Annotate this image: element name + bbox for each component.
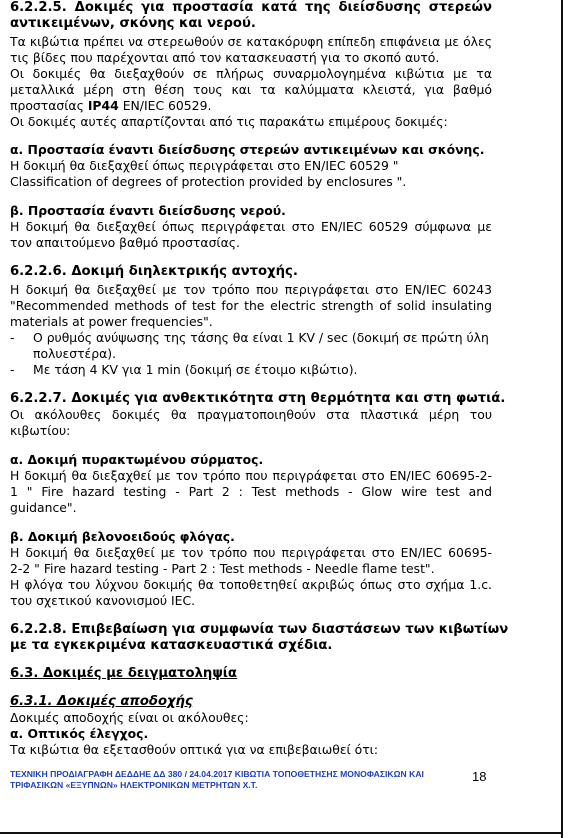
text-line: τον απαιτούμενο βαθμό προστασίας. bbox=[10, 235, 240, 250]
text-line: Η δοκιμή θα διεξαχθεί όπως περιγράφεται στο EN/IEC 60529 σύμφωνα με bbox=[10, 219, 492, 234]
text-line: Η δοκιμή θα διεξαχθεί με τον τρόπο που περιγράφεται στο EN/IEC 60243 bbox=[10, 282, 492, 297]
text-line: 6.2.2.6. Δοκιμή διηλεκτρικής αντοχής. bbox=[10, 264, 298, 279]
text-line: Οι ακόλουθες δοκιμές θα πραγματοποιηθούν στα πλαστικά μέρη του bbox=[10, 407, 492, 422]
page-edge-bottom bbox=[0, 832, 563, 834]
text-line: Η δοκιμή θα διεξαχθεί με τον τρόπο που περιγράφεται στο EN/IEC 60695-2- bbox=[10, 468, 492, 483]
text-line: α. Προστασία έναντι διείσδυσης στερεών αντικειμένων και σκόνης. bbox=[10, 142, 485, 157]
text-line: 1 " Fire hazard testing - Part 2 : Test methods - Glow wire test and bbox=[10, 484, 492, 499]
footer-title-line-1: ΤΕΧΝΙΚΗ ΠΡΟΔΙΑΓΡΑΦΗ ΔΕΔΔΗΕ ΔΔ 380 / 24.04.2017 ΚΙΒΩΤΙΑ ΤΟΠΟΘΕΤΗΣΗΣ ΜΟΝΟΦΑΣΙΚΩΝ ΚΑΙ bbox=[10, 769, 424, 779]
text-line: αντικειμένων, σκόνης και νερού. bbox=[10, 16, 256, 31]
page-edge-right bbox=[561, 0, 563, 838]
list-bullet: - bbox=[10, 330, 15, 345]
text-line: Οι δοκιμές αυτές απαρτίζονται από τις παρακάτω επιμέρους δοκιμές: bbox=[10, 114, 448, 129]
text-line: β. Δοκιμή βελονοειδούς φλόγας. bbox=[10, 529, 235, 544]
text-line: πολυεστέρα). bbox=[33, 346, 117, 361]
text-line: με τα εγκεκριμένα κατασκευαστικά σχέδια. bbox=[10, 638, 333, 653]
text-line: Classification of degrees of protection provided by enclosures ". bbox=[10, 174, 407, 189]
text-line: Η δοκιμή θα διεξαχθεί όπως περιγράφεται στο EN/IEC 60529 " bbox=[10, 158, 399, 173]
text-line: του σχετικού κανονισμού IEC. bbox=[10, 593, 196, 608]
text-line: 6.2.2.5. Δοκιμές για προστασία κατά της διείσδυσης στερεών bbox=[10, 0, 492, 15]
text-line: Ο ρυθμός ανύψωσης της τάσης θα είναι 1 KV / sec (δοκιμή σε πρώτη ύλη bbox=[33, 330, 489, 345]
text-line: α. Οπτικός έλεγχος. bbox=[10, 726, 149, 741]
text-line: 6.3. Δοκιμές με δειγματοληψία bbox=[10, 666, 237, 681]
text-line: α. Δοκιμή πυρακτωμένου σύρματος. bbox=[10, 452, 264, 467]
text-line: Τα κιβώτια πρέπει να στερεωθούν σε κατακόρυφη επίπεδη επιφάνεια με όλες bbox=[10, 34, 492, 49]
text-line: μεταλλικά μέρη στη θέση τους και τα καλύμματα κλειστά, για βαθμό bbox=[10, 82, 492, 97]
footer-title-line-2: ΤΡΙΦΑΣΙΚΩΝ «ΕΞΥΠΝΩΝ» ΗΛΕΚΤΡΟΝΙΚΩΝ ΜΕΤΡΗΤΩΝ Χ.Τ. bbox=[10, 780, 258, 790]
text-line: Τα κιβώτια θα εξετασθούν οπτικά για να επιβεβαιωθεί ότι: bbox=[10, 742, 379, 757]
text-line: β. Προστασία έναντι διείσδυσης νερού. bbox=[10, 203, 286, 218]
text-line: τις βίδες που παρέχονται από τον κατασκευαστή για το σκοπό αυτό. bbox=[10, 50, 440, 65]
text-line: 2-2 " Fire hazard testing - Part 2 : Test methods - Needle flame test". bbox=[10, 561, 435, 576]
text-line: Οι δοκιμές θα διεξαχθούν σε πλήρως συναρμολογημένα κιβώτια με τα bbox=[10, 66, 492, 81]
text-line: Με τάση 4 KV για 1 min (δοκιμή σε έτοιμο κιβώτιο). bbox=[33, 362, 358, 377]
text-line: 6.2.2.7. Δοκιμές για ανθεκτικότητα στη θερμότητα και στη φωτιά. bbox=[10, 391, 506, 406]
emphasis-text: IP44 bbox=[87, 98, 119, 113]
list-bullet: - bbox=[10, 362, 15, 377]
text-line: κιβωτίου: bbox=[10, 423, 71, 438]
text-line: Η φλόγα του λύχνου δοκιμής θα τοποθετηθεί ακριβώς όπως στο σχήμα 1.c. bbox=[10, 577, 492, 592]
text-line: guidance". bbox=[10, 500, 77, 515]
text-line: materials at power frequencies". bbox=[10, 314, 213, 329]
text-line: προστασίας IP44 EN/IEC 60529. bbox=[10, 98, 212, 113]
text-line: 6.3.1. Δοκιμές αποδοχής bbox=[10, 694, 193, 709]
text-line: Η δοκιμή θα διεξαχθεί με τον τρόπο που περιγράφεται στο EN/IEC 60695- bbox=[10, 545, 492, 560]
text-line: "Recommended methods of test for the electric strength of solid insulating bbox=[10, 298, 492, 313]
page-number: 18 bbox=[472, 769, 487, 784]
text-line: 6.2.2.8. Επιβεβαίωση για συμφωνία των διαστάσεων των κιβωτίων bbox=[10, 622, 509, 637]
text-line: Δοκιμές αποδοχής είναι οι ακόλουθες: bbox=[10, 710, 249, 725]
